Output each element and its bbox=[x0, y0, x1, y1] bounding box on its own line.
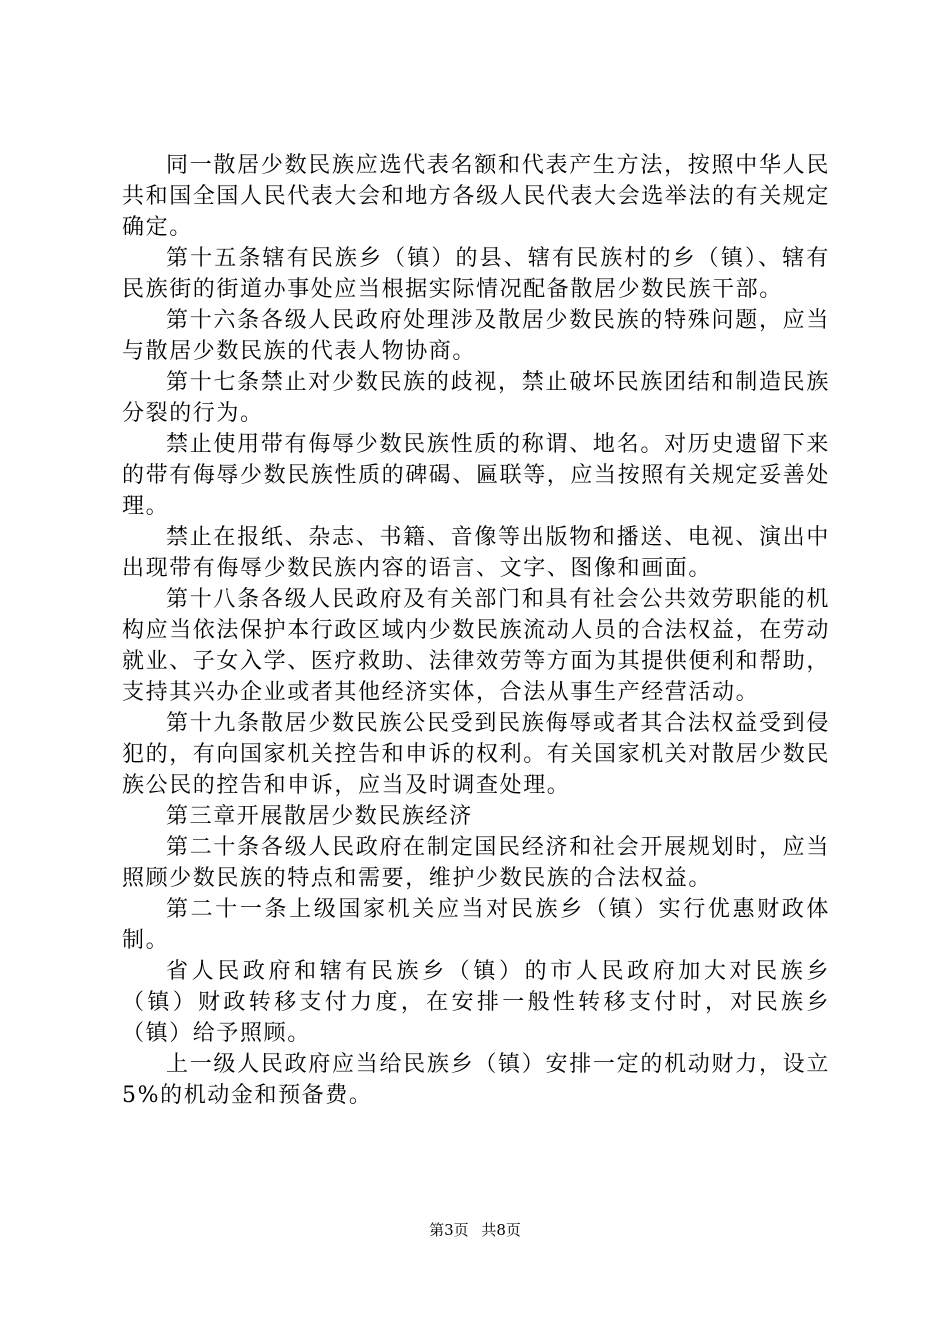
paragraph: 上一级人民政府应当给民族乡（镇）安排一定的机动财力，设立5%的机动金和预备费。 bbox=[122, 1052, 830, 1108]
page-footer bbox=[0, 1220, 950, 1240]
document-body bbox=[122, 150, 830, 1111]
paragraph: 第十九条散居少数民族公民受到民族侮辱或者其合法权益受到侵犯的，有向国家机关控告和申诉的权利。有关国家机关对散居少数民族公民的控告和申诉，应当及时调查处理。 bbox=[122, 711, 831, 798]
page-total: 共8页 bbox=[481, 1221, 521, 1239]
paragraph: 第十八条各级人民政府及有关部门和具有社会公共效劳职能的机构应当依法保护本行政区域内少数民族流动人员的合法权益，在劳动就业、子女入学、医疗救助、法律效劳等方面为其提供便利和帮助，支持其兴办企业或者其他经济实体，合法从事生产经营活动。 bbox=[122, 587, 831, 705]
paragraph: 禁止在报纸、杂志、书籍、音像等出版物和播送、电视、演出中出现带有侮辱少数民族内容的语言、文字、图像和画面。 bbox=[122, 525, 830, 581]
paragraph: 第十五条辖有民族乡（镇）的县、辖有民族村的乡（镇）、辖有民族街的街道办事处应当根据实际情况配备散居少数民族干部。 bbox=[122, 246, 830, 302]
paragraph: 禁止使用带有侮辱少数民族性质的称谓、地名。对历史遗留下来的带有侮辱少数民族性质的碑碣、匾联等，应当按照有关规定妥善处理。 bbox=[122, 432, 831, 519]
paragraph: 第二十条各级人民政府在制定国民经济和社会开展规划时，应当照顾少数民族的特点和需要，维护少数民族的合法权益。 bbox=[122, 835, 830, 891]
page-number: 第3页 bbox=[429, 1221, 469, 1239]
paragraph: 第十六条各级人民政府处理涉及散居少数民族的特殊问题，应当与散居少数民族的代表人物协商。 bbox=[122, 308, 830, 364]
paragraph: 同一散居少数民族应选代表名额和代表产生方法，按照中华人民共和国全国人民代表大会和地方各级人民代表大会选举法的有关规定确定。 bbox=[122, 153, 831, 240]
paragraph: 第十七条禁止对少数民族的歧视，禁止破坏民族团结和制造民族分裂的行为。 bbox=[122, 370, 830, 426]
chapter-heading: 第三章开展散居少数民族经济 bbox=[166, 804, 473, 829]
paragraph: 省人民政府和辖有民族乡（镇）的市人民政府加大对民族乡（镇）财政转移支付力度，在安排一般性转移支付时，对民族乡（镇）给予照顾。 bbox=[122, 959, 830, 1046]
paragraph: 第二十一条上级国家机关应当对民族乡（镇）实行优惠财政体制。 bbox=[122, 897, 830, 953]
